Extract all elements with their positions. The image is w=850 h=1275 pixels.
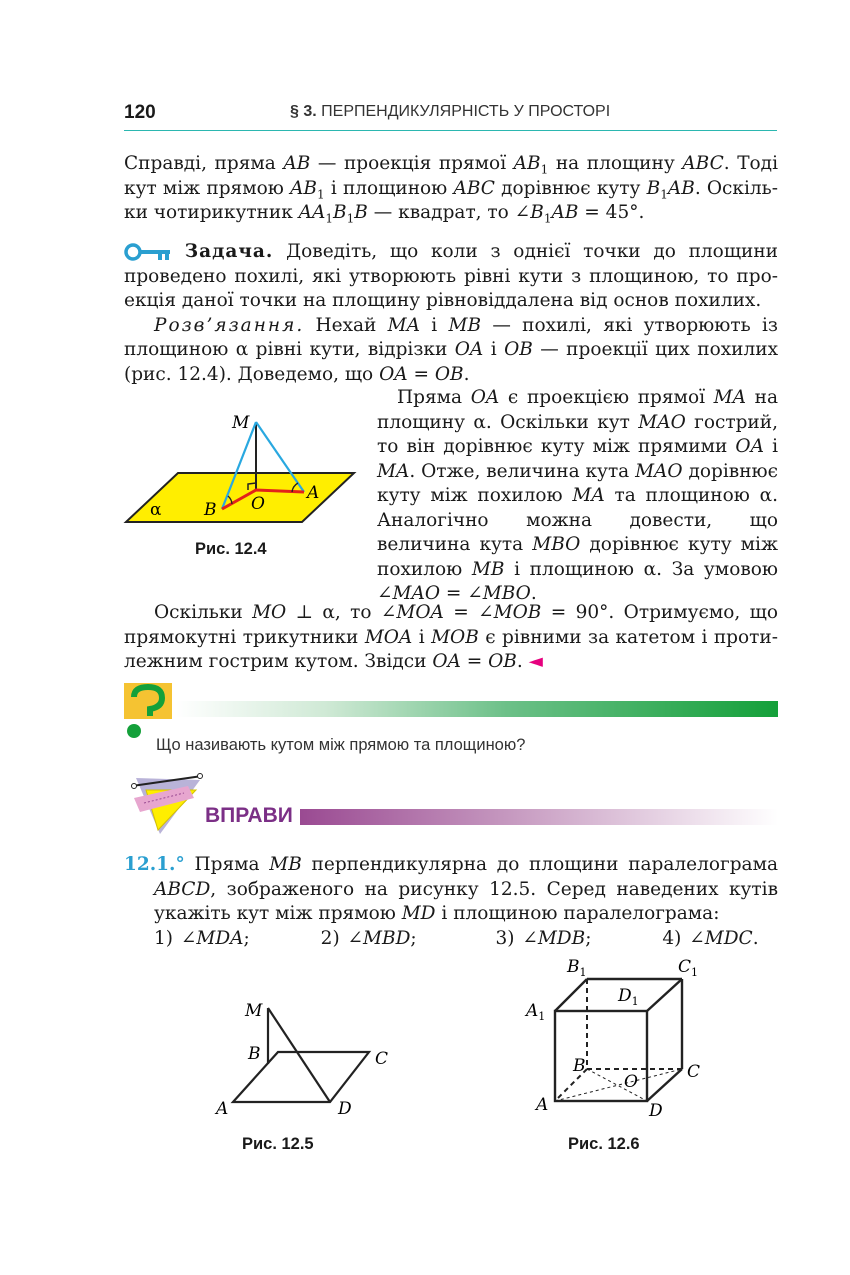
proof-column: Пряма OA є проекцією прямої MA на площину α. Оскільки кут MAO гострий, то він дорівнює куту між прямими OA і MA. Отже, величина кута MAO дорівнює куту між похилою MA та площиною α. Аналогічно можна довести, що величина кута MBO дорівнює куту між похилою MB і площиною α. За умовою ∠MAO = ∠MBO. bbox=[377, 387, 778, 604]
label-B: B bbox=[573, 1056, 586, 1076]
end-of-proof-icon: ◄ bbox=[528, 651, 543, 672]
caption-12-6: Рис. 12.6 bbox=[568, 1135, 640, 1153]
label-B: B bbox=[248, 1044, 261, 1064]
label-D: D bbox=[338, 1099, 352, 1119]
label-M: M bbox=[245, 1001, 263, 1021]
label-A: A bbox=[307, 483, 320, 503]
page-number: 120 bbox=[124, 102, 156, 123]
label-O: O bbox=[624, 1072, 638, 1092]
label-A: A bbox=[536, 1095, 549, 1115]
question-bar bbox=[176, 701, 778, 717]
figure-12-6 bbox=[520, 952, 710, 1124]
label-A: A bbox=[216, 1099, 229, 1119]
figure-12-4 bbox=[122, 405, 358, 535]
question-icon bbox=[124, 683, 176, 741]
section-number: § 3. bbox=[290, 103, 317, 120]
figure-12-5 bbox=[210, 990, 400, 1120]
chapter-title bbox=[290, 103, 610, 121]
question-header bbox=[124, 683, 778, 743]
caption-12-4: Рис. 12.4 bbox=[195, 540, 267, 558]
exercises-icon bbox=[124, 768, 206, 840]
label-alpha: α bbox=[150, 500, 162, 520]
label-B1: $B_1$ bbox=[567, 957, 587, 979]
page-header bbox=[124, 100, 777, 131]
label-C1: $C_1$ bbox=[678, 957, 699, 979]
exercises-title: ВПРАВИ bbox=[205, 804, 293, 827]
intro-paragraph: Справді, пряма AB — проекція прямої $AB_1$ на площину ABC. Тоді кут між прямою $AB_1$ і площиною ABC дорівнює куту $B_1AB$. Оскільки чотирикутник $AA_1B_1B$ — квадрат, то $\angle B_1AB = 45^\circ$. bbox=[124, 153, 778, 226]
task-paragraph: Задача. Доведіть, що коли з однієї точки до площини проведено похилі, які утворюють рівні кути з площиною, то проекція даної точки на площину рівновіддалена від основ похилих. Розв’язання. Нехай MA і MB — похилі, які утворюють із площиною α рівні кути, відрізки OA і OB — проекції цих похилих (рис. 12.4). Доведемо, що OA = OB. bbox=[124, 241, 779, 385]
label-B: B bbox=[204, 500, 217, 520]
exercise-number: 12.1.° bbox=[124, 854, 185, 875]
label-A1: $A_1$ bbox=[526, 1001, 546, 1023]
exercises-bar bbox=[300, 809, 778, 825]
section-title: ПЕРПЕНДИКУЛЯРНІСТЬ У ПРОСТОРІ bbox=[321, 103, 611, 120]
question-text: Що називають кутом між прямою та площиною? bbox=[156, 736, 526, 754]
label-M: M bbox=[232, 413, 250, 433]
exercise-12-1: 12.1.° Пряма MB перпендикулярна до площини паралелограма ABCD, зображеного на рисунку 12.5. Серед наведених кутів укажіть кут між прямою MD і площиною паралелограма: 1) ∠MDA; 2) ∠MBD; 3) ∠MDB; 4) ∠MDC. bbox=[124, 854, 779, 949]
conclusion-paragraph: Оскільки MO ⊥ α, то ∠MOA = ∠MOB = 90°. Отримуємо, що прямокутні трикутники MOA і MOB є рівними за катетом і протилежним гострим кутом. Звідси OA = OB. ◄ bbox=[124, 602, 779, 672]
caption-12-5: Рис. 12.5 bbox=[242, 1135, 314, 1153]
label-C: C bbox=[375, 1049, 389, 1069]
key-icon bbox=[124, 242, 172, 262]
label-O: O bbox=[251, 494, 265, 514]
label-C: C bbox=[687, 1062, 701, 1082]
label-D: D bbox=[649, 1101, 663, 1121]
label-D1: $D_1$ bbox=[618, 986, 639, 1008]
